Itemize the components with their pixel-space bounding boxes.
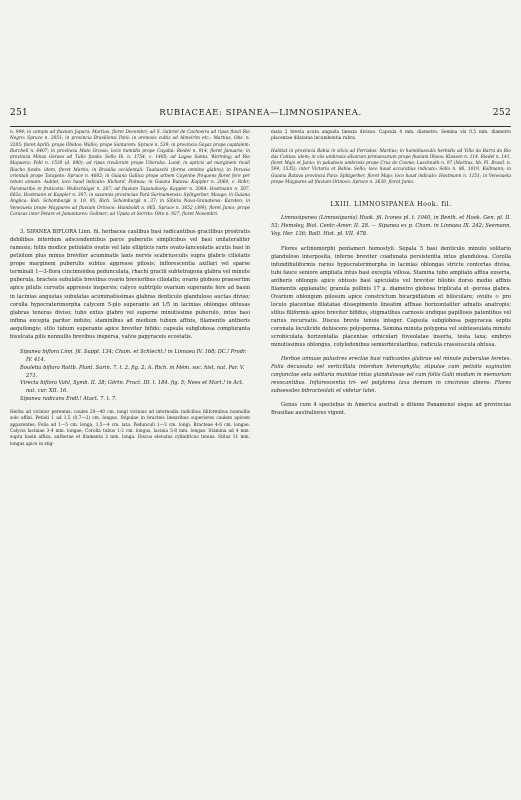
genus-heading: LXIII. LIMNOSIPANEA Hook. fil. [330, 200, 452, 209]
synonym-3: Virecta biflora Vahl, Symb. II. 38; Görtn. Fruct. III. t. 184. fig. 5; Nees et Mart.! in Act. nat. cur. XII. 16. [20, 380, 244, 395]
species-details-continued: mata 2 brevia acuta angusta lineata divisus. Capsula 4 mm. diametro. Semina vix 0,5 mm. diametro placentae dilatatae incumbentia rubra. [271, 130, 511, 142]
genus-references: Limnosipanea (Limnosipania) Hook. fil. Icones pl. t. 1040, in Benth. et Hook. Gen. pl. II. 53; Hemsley, Biol. Centr.-Amer. II. 28. — Sipanea ex p. Cham. in Linnaea IX. 242; Seemann, Voy. Her. 136; Baill. Hist. pl. VII. 478. [271, 215, 511, 238]
right-column [271, 130, 511, 417]
habitat-paragraph: Habitat in provincia Bahia in silvis ad Ferradas: Martius; in humidiusculis herbidis ad Villa da Barra do Rio das Contas: idem; in viis umbrosis silvarum primaevarum prope fluvium Ilheos: Klassen n. 114, Riedel n. 141, floret Majo et Junio; in paludosis umbrosis prope Cruz de Cosme: Luschnath n. 97 (Martius, hb. Fl. Brasil. n. 594, 1535); inter Victoria et Bahia: Sello; loco haud accuratius indicato: Sello n. 86, 1019, Kollmann; in Guiana Batava provincia Para: Splitgerber, floret Majo; loco haud indicato: Hostmann n. 1151; in Venezuela prope Maypures ad fluvium Orinoco: Spruce n. 3639, floret Junio. [271, 148, 511, 186]
running-header [10, 108, 511, 124]
specimen-list: n. 994; in campis ad fluvium Japurá: Martius, floret Decembri; ad S. Gabriel de Cachoeira ad ripas fluvii Rio Negro: Spruce n. 2051; in provincia Brasiliensi Pará: in arenosis cultis ad Almeirim etc.: Martius, Obs. n. 3285; floret Aprili; prope Óbidos: Wallis; prope Santarem: Spruce n. 539; in provincia Goyaz prope capitalem: Burchell n. 6407; in provincia Mato Grosso, locis humidis prope Cuyabá: Riedel n. 914, floret Januario; in provincia Minas Geraes ad Tullo fundo: Sello Ib. n. 1754, c. 1485; ad Lagoa Santa: Warming; ad Rio Mapuera: Pohl n. 1530 (d. 890); ad ripas rivulorum prope Uberaba: Lund; in apricis ad marginem rivuli Riacho fundo: idem, floret Martio; in Brasilia occidentali: Tauhaschi (forma omnino glabra); in Peruvia orientali prope Tarapoto: Spruce n. 4602; in Guiana Gallica prope urbem Cayenne frequens floret fere per totum annum: Aublet; loco haud indicato: Richard, Poiteau; in Guiana Batava: Kappler n. 2064, c. Rohr; Paramaribo in fruticetis: Wullschlägel n. 267; ad fluvium Tapanahony: Kappler n. 2084, Hostmann n. 507, 602a, Hostmann et Kappler n. 307; in savannis provinciae Parâ Surinamensis: Splitgerber, Mauge; in Guiana Anglica: Rob. Schomburgk n. 19, 95, Rich. Schomburgk n. 37; in Sibiria Nova-Granatensi: Karsten; in Venezuela prope Maypures ad fluvium Orinoco: Humboldt n. 865, Spruce n. 3652 (399), floret Junio; prope Caracas inter Petare et Jamantares: Gollmer; ad Upata et Serrito: Otto n. 927, floret Novembri. [10, 130, 250, 217]
header-rule [10, 126, 511, 127]
page-number-right: 252 [492, 108, 511, 118]
synonym-1: Sipanea biflora Linn. fil. Suppl. 134; Cham. et Schlecht.! in Linnaea IV. 168; DC.! Prodr. IV. 414. [20, 348, 247, 363]
genus-distribution: Genus cum 4 speciebus in America australi a ditione Panamensi usque ad provincias Brasiliae australiores vigent. [271, 402, 511, 417]
genus-description: Flores actinomorphi pentameri homostyli. Sepala 5 basi denticulo minuto solitario glanduloso interposita, inferne breviter coadunata persistentia intus glandulosa. Corolla infundibuliformis rarius hypocraterimorpha in lacinias oblongas stricte contortas divisa, tubi fauce seniore ampliata intus basi excepta villosa. Stamina tubo ampliato affixa exserta, antheris oblongis apice obtusis basi apiculatis vel breviter bilobis dorso medio affixis filamentis applanatis; granula pollinis 17 μ. diametro globosa triplicata et -porosa glabra. Ovarium oblongum pilosum apice constrictum bicarpidiatum et biloculare; ovulis ∞ pro loculo placentae dilatatae dissepimento lineatim affixae horizontaliter adnatis anatropis; stilus filiformis apice breviter bifidus, stigmatibus carnosis undique papillosis patentibus vel rarius recurvatis. Discus brevis tenuis integer. Capsula subglobosa papyracea septis coronata loculicide dehiscens polysperma. Semina minuta polygona vel subteseulata minute scrobiculata horizontalia placentae orbiculari foveolatae inserta, testa laxa; embryo minutissimus oblongus, cotyledonibus semiorbicularibus, radicula crassiuscula obtusa. [271, 245, 511, 349]
synonym-4: Sipanea radicans Endl.! Atact. 7. t. 7. [20, 396, 117, 403]
synonym-2: Bouletia biflora Rottb. Plant. Surin. 7. t. 2. fig. 2; A. Rich. in Mém. soc. hist. nat. Par. V. 271. [20, 364, 245, 379]
species-details: Herba ad vicinior perennis; caules 20—40 cm. longi vicinius ad internodia radicibus filiformibus nonnullis solo affixi. Petioli 1 ad 1,5 (0,7—2) cm. longus. Stipulae in bracteis linearibus superiores caulem apicem apparentes; Folia ad 1—5 cm. longa, 1,5—4 cm. lata. Pedunculi 1—3 cm. longi; Bracteae 4-6 cm. longae. Calycis laciniae 3-4 mm. longae; Corolla tubus 1-2 cm. longus, lacinia 5-8 mm. longae. Stamina ad 4 mm. supra basin affixa, antherae et filamenta 2 mm. longa. Discus elevatus cylindricus tenuis. Stilus 11 mm. longus apice in stig- [10, 410, 250, 447]
left-column [10, 130, 250, 448]
species-description: 3. SIPANEA BIFLORA Linn. fil. herbacea caulibus basi radicantibus gracilibus prostratis debilibus interdum adscendentibus parce puberulis simplicibus vel basi unilateraliter ramosis; foliis modice petiolatis ovatis vel late ellipticis raris ovato-lanceolatis acutis basi in petiolum plus minus breviter acuminatis laxis nervis scabriusculis supra glabris ciliolatis prope marginem puberulis subtus appresse pilosis; inflorescentia axillari vel sparse terminali 1—3-flora cincinnoidea pedunculata, rhachi gracili subtetragona glabra vel minute puberula, bracteis subulatis brevibus ovario brevioribus ciliolatis; ovario globoso praesertim apice pilulis curvatis appressis inspersis; calyce subtriplo ovarium superante fere ad basin in lacinias angustas subulatas acuminatissimas glabras denticulo glanduloso auctas diviso; corolla hypocraterimorpha calycem 5-plo superante ad 1/5 in lacinias oblongas obtusas glabras teneras diviso; tubo extus glabro vel superne minutissime puberulo, intus basi infima excepta pariter induto; staminibus ad medium tubum affixis, filamentis antheris aequilongis; stilo tubum superante apice breviter bifido; capsula subglobosa compluranta bisulcata pilis nonnullis brevibus inspersa, valvis papyraceis ecostatis. [10, 229, 250, 340]
page-number-left: 251 [10, 108, 29, 118]
running-title: RUBIACEAE: SIPANEA—LIMNOSIPANEA. [159, 108, 362, 118]
genus-habit: Herbae annuae palustres erectae basi radicantes glabrae vel minute puberulae teretes. Folia decussata vel verticillata interdum heterophylla; stipulae cum petiolis vaginatim conjunctae seta solitaria munitae intus glandulosae vel cum foliis Galii modum in memoriam revocantibus. Inflorescentia tri- vel polytoma laxa demum in cincinnos abiens. Flores subsessiles bibracteolati et videtur lutei. [271, 356, 511, 395]
